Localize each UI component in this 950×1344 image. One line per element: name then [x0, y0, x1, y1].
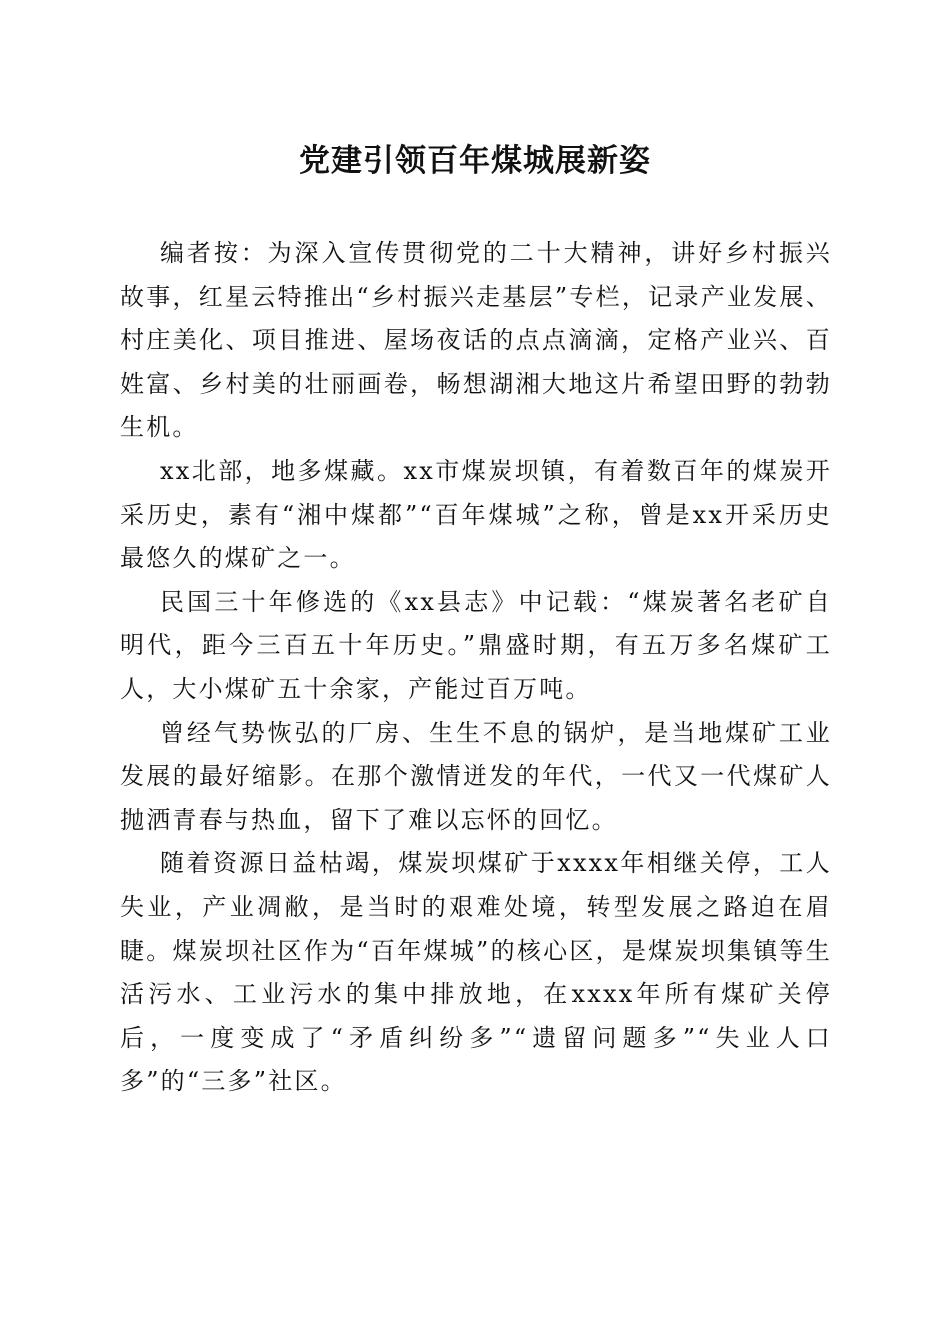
paragraph-transformation: 随着资源日益枯竭，煤炭坝煤矿于xxxx年相继关停，工人失业，产业凋敝，是当时的艰难处境，转型发展之路迫在眉睫。煤炭坝社区作为“百年煤城”的核心区，是煤炭坝集镇等生活污水、工业污水的集中排放地，在xxxx年所有煤矿关停后，一度变成了“矛盾纠纷多”“遗留问题多”“失业人口多”的“三多”社区。: [120, 849, 832, 1096]
document-title: 党建引领百年煤城展新姿: [299, 143, 651, 179]
paragraph-coal-history: xx北部，地多煤藏。xx市煤炭坝镇，有着数百年的煤炭开采历史，素有“湘中煤都”“百年煤城”之称，曾是xx开采历史最悠久的煤矿之一。: [120, 456, 832, 573]
document-body: [120, 232, 832, 1104]
paragraph-industry-memory: 曾经气势恢弘的厂房、生生不息的锅炉，是当地煤矿工业发展的最好缩影。在那个激情迸发的年代，一代又一代煤矿人抛洒青春与热血，留下了难以忘怀的回忆。: [120, 718, 832, 834]
paragraph-county-record: 民国三十年修选的《xx县志》中记载：“煤炭著名老矿自明代，距今三百五十年历史。”鼎盛时期，有五万多名煤矿工人，大小煤矿五十余家，产能过百万吨。: [120, 587, 832, 703]
paragraph-editor-note: 编者按：为深入宣传贯彻党的二十大精神，讲好乡村振兴故事，红星云特推出“乡村振兴走基层”专栏，记录产业发展、村庄美化、项目推进、屋场夜话的点点滴滴，定格产业兴、百姓富、乡村美的壮丽画卷，畅想湖湘大地这片希望田野的勃勃生机。: [120, 239, 832, 442]
